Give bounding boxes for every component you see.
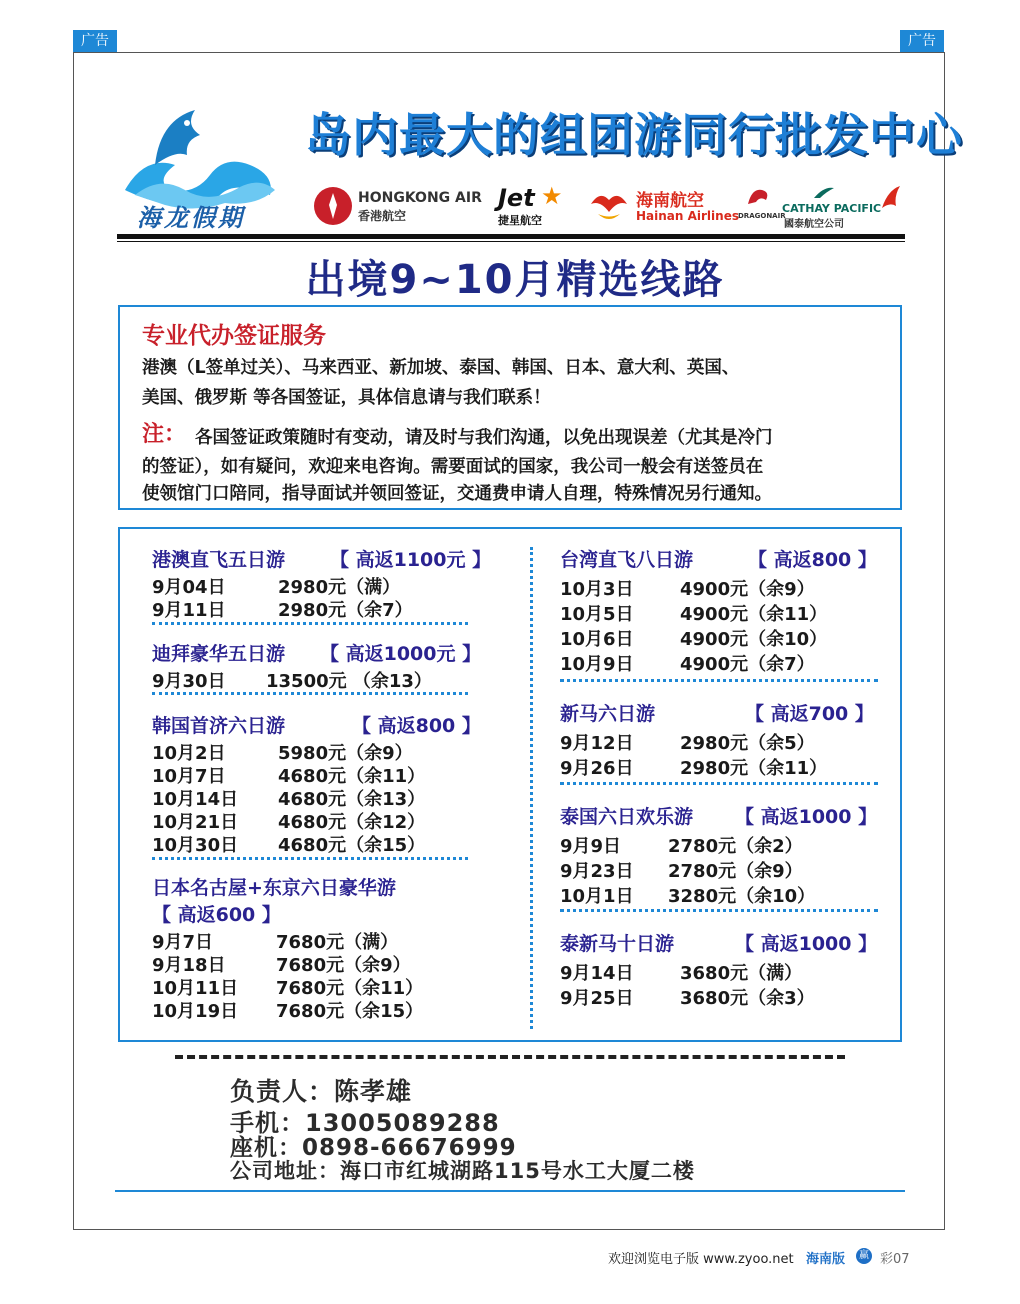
tour-price: 4900元（余10） — [680, 629, 828, 650]
ad-label-right: 广告 — [900, 30, 944, 52]
airline-logos — [310, 182, 910, 230]
tour-price: 2780元（余2） — [668, 836, 803, 857]
header-rule-thick — [117, 234, 905, 239]
cathay-pacific-logo — [782, 182, 882, 230]
tour-separator — [560, 909, 878, 912]
tour-price: 4900元（余11） — [680, 604, 828, 625]
jet-name-cn: 捷星航空 — [498, 214, 542, 227]
brand-logo — [115, 95, 285, 235]
bottom-rule — [115, 1190, 905, 1192]
cathay-name-cn: 國泰航空公司 — [784, 219, 844, 230]
tour-price: 7680元（余11） — [276, 978, 424, 999]
tour-price: 4680元（余11） — [278, 766, 426, 787]
hk-name-en: HONGKONG AIR — [358, 190, 482, 206]
cathay-brushwing-icon — [812, 186, 836, 200]
tour-price: 2980元（满） — [278, 577, 401, 598]
visa-note-line3: 使领馆门口陪同，指导面试并领回签证，交通费申请人自理，特殊情况另行通知。 — [142, 484, 772, 504]
hongkong-air-icon — [312, 185, 354, 227]
tour-date: 10月9日 — [560, 654, 634, 675]
tour-date: 10月14日 — [152, 789, 239, 810]
cathay-name-en: CATHAY PACIFIC — [782, 202, 882, 215]
headline: 岛内最大的组团游同行批发中心 — [305, 108, 963, 162]
tour-name: 台湾直飞八日游 — [560, 549, 694, 571]
tour-date: 9月30日 — [152, 671, 226, 692]
tour-separator — [152, 857, 468, 860]
contact-address: 公司地址：海口市红城湖路115号水工大厦二楼 — [230, 1159, 695, 1183]
visa-note-line1: 各国签证政策随时有变动，请及时与我们沟通，以免出现误差（尤其是冷门 — [195, 428, 773, 448]
tour-price: 2780元（余9） — [668, 861, 803, 882]
tour-date: 9月14日 — [560, 963, 634, 984]
tour-date: 10月3日 — [560, 579, 634, 600]
tour-rebate: 【 高返700 】 — [745, 703, 874, 725]
tour-price: 4680元（余12） — [278, 812, 426, 833]
tour-price: 3680元（余3） — [680, 988, 815, 1009]
tour-name: 韩国首济六日游 — [152, 715, 286, 737]
ad-label-left: 广告 — [73, 30, 117, 52]
tour-price: 3280元（余10） — [668, 886, 816, 907]
tour-date: 10月21日 — [152, 812, 239, 833]
tour-date: 10月2日 — [152, 743, 226, 764]
column-divider — [530, 547, 533, 1029]
hainan-name-cn: 海南航空 — [636, 191, 704, 211]
tour-price: 4680元（余13） — [278, 789, 426, 810]
brand-name: 海龙假期 — [137, 203, 245, 232]
tour-separator — [152, 692, 468, 695]
tour-date: 9月11日 — [152, 600, 226, 621]
jetstar-logo — [496, 182, 576, 230]
contact-mobile: 手机：13005089288 — [230, 1109, 500, 1137]
jetstar-star-icon: ★ — [541, 182, 563, 210]
footer-page: 彩07 — [880, 1252, 910, 1267]
tour-price: 4900元（余9） — [680, 579, 815, 600]
contact-person: 负责人：陈孝雄 — [230, 1077, 413, 1106]
visa-service-box — [118, 305, 902, 510]
tour-date: 9月12日 — [560, 733, 634, 754]
tour-date: 9月04日 — [152, 577, 226, 598]
tour-price: 13500元 （余13） — [266, 671, 432, 692]
tour-list-box — [118, 527, 902, 1042]
tour-date: 9月18日 — [152, 955, 226, 976]
visa-note-line2: 的签证），如有疑问，欢迎来电咨询。需要面试的国家，我公司一般会有送签员在 — [142, 457, 764, 477]
contact-landline: 座机：0898-66676999 — [230, 1135, 517, 1161]
tour-name: 新马六日游 — [560, 703, 656, 725]
tour-separator — [560, 679, 878, 682]
tour-price: 7680元（满） — [276, 932, 399, 953]
visa-countries-line1: 港澳（L签单过关）、马来西亚、新加坡、泰国、韩国、日本、意大利、英国、 — [142, 358, 740, 378]
small-airline-logo — [878, 182, 908, 230]
tour-date: 9月26日 — [560, 758, 634, 779]
tour-date: 9月25日 — [560, 988, 634, 1009]
note-mark: 注： — [142, 422, 187, 447]
tour-rebate: 【 高返800 】 — [748, 549, 877, 571]
footer-welcome[interactable]: 欢迎浏览电子版 www.zyoo.net — [608, 1252, 794, 1267]
tour-date: 10月6日 — [560, 629, 634, 650]
tour-date: 9月9日 — [560, 836, 622, 857]
tour-date: 9月23日 — [560, 861, 634, 882]
header-rule-thin — [117, 241, 905, 242]
hainan-bird-icon — [588, 186, 630, 226]
hongkong-air-logo — [310, 182, 490, 230]
tour-date: 10月5日 — [560, 604, 634, 625]
contact-separator — [175, 1055, 845, 1059]
dragonair-name: DRAGONAIR — [738, 212, 786, 220]
tour-rebate: 【 高返1000元 】 — [320, 643, 482, 665]
red-wing-icon — [878, 184, 904, 214]
hainan-airlines-logo — [588, 182, 738, 230]
jet-name-en: Jet — [498, 184, 535, 212]
footer-edition: 海南版 — [806, 1252, 846, 1267]
tour-date: 9月7日 — [152, 932, 214, 953]
tour-name: 港澳直飞五日游 — [152, 549, 286, 571]
tour-price: 2980元（余5） — [680, 733, 815, 754]
hk-name-cn: 香港航空 — [358, 209, 407, 223]
route-subhead: 出境9~10月精选线路 — [305, 257, 725, 303]
tour-date: 10月19日 — [152, 1001, 239, 1022]
tour-price: 4900元（余7） — [680, 654, 815, 675]
tour-separator — [560, 782, 878, 785]
tour-name: 泰新马十日游 — [560, 933, 675, 955]
tour-name: 日本名古屋+东京六日豪华游 — [152, 877, 396, 899]
tour-separator — [152, 622, 468, 625]
hainan-name-en: Hainan Airlines — [636, 209, 739, 223]
tour-rebate: 【 高返1000 】 — [735, 933, 878, 955]
tour-rebate: 【 高返600 】 — [152, 904, 281, 926]
tour-date: 10月11日 — [152, 978, 239, 999]
tour-name: 迪拜豪华五日游 — [152, 643, 286, 665]
tour-rebate: 【 高返800 】 — [352, 715, 481, 737]
dragonair-logo — [738, 182, 786, 230]
tour-date: 10月30日 — [152, 835, 239, 856]
tour-date: 10月1日 — [560, 886, 634, 907]
tour-price: 4680元（余15） — [278, 835, 426, 856]
visa-title: 专业代办签证服务 — [142, 323, 326, 349]
tour-date: 10月7日 — [152, 766, 226, 787]
dragon-icon — [744, 184, 774, 210]
tour-price: 7680元（余9） — [276, 955, 411, 976]
tour-price: 2980元（余11） — [680, 758, 828, 779]
tour-price: 5980元（余9） — [278, 743, 413, 764]
tour-rebate: 【 高返1100元 】 — [330, 549, 492, 571]
tour-price: 7680元（余15） — [276, 1001, 424, 1022]
tour-price: 3680元（满） — [680, 963, 803, 984]
visa-countries-line2: 美国、俄罗斯 等各国签证，具体信息请与我们联系！ — [142, 388, 551, 408]
tour-name: 泰国六日欢乐游 — [560, 806, 694, 828]
tour-price: 2980元（余7） — [278, 600, 413, 621]
footer-circle-badge: 赢 — [856, 1248, 872, 1264]
tour-rebate: 【 高返1000 】 — [735, 806, 878, 828]
